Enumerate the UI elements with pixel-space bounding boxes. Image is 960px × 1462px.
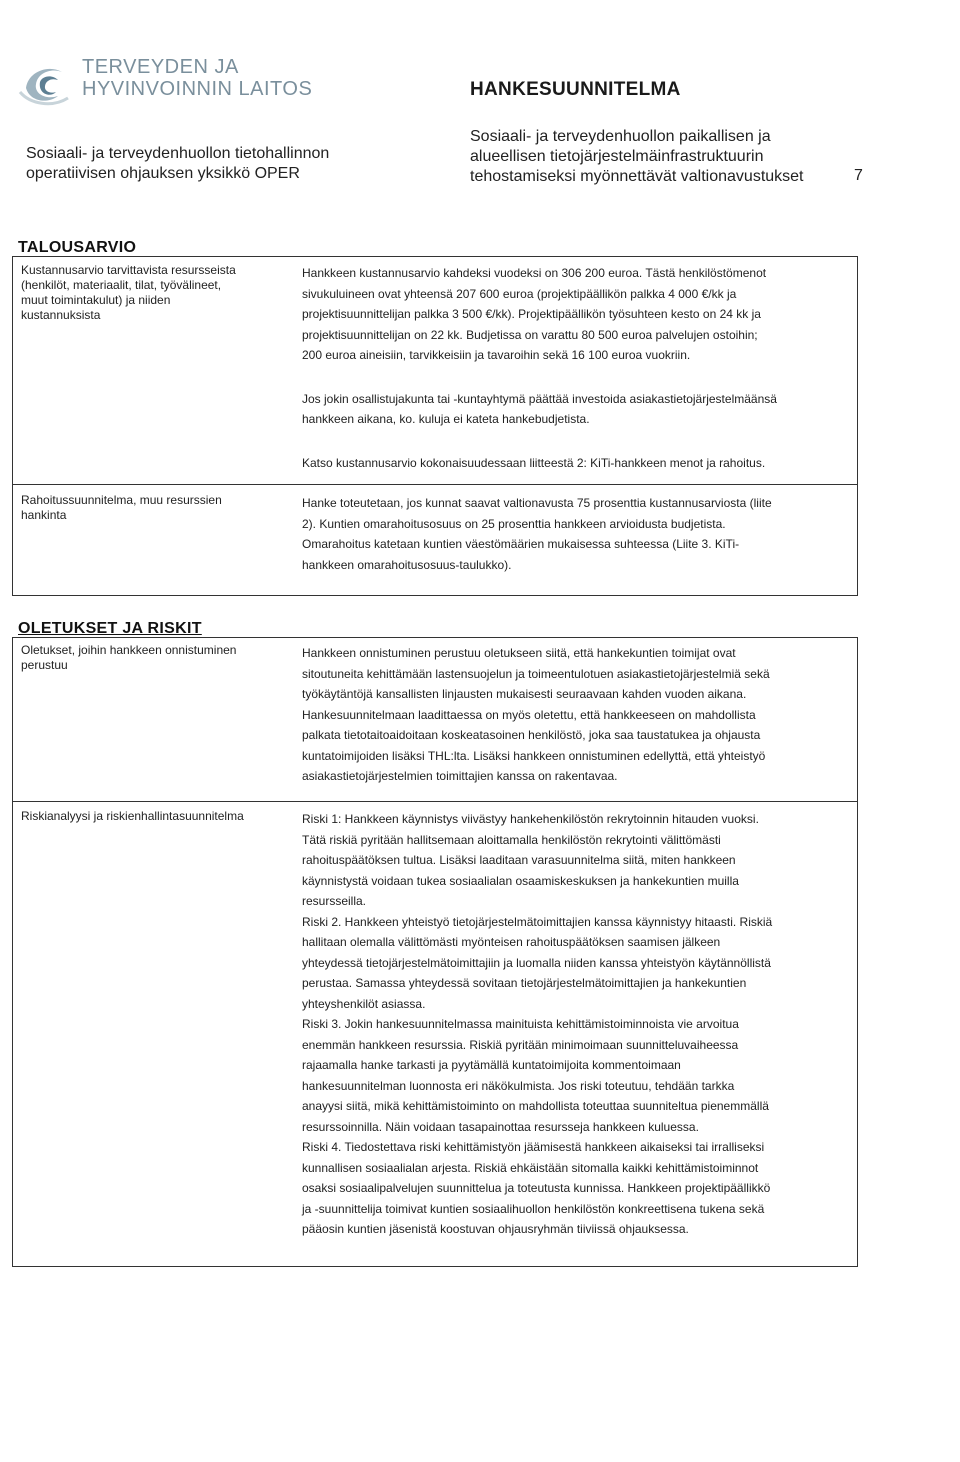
- funding-text-line: Omarahoitus katetaan kuntien väestömäärien mukaisessa suhteessa (Liite 3. KiTi-: [302, 537, 740, 551]
- funding-plan-text: [302, 493, 772, 575]
- assumptions-text-line: asiakastietojärjestelmien toimittajien kanssa on rakentavaa.: [302, 769, 618, 783]
- risk-text-line: rahoituspäätöksen tultua. Lisäksi laaditaan varasuunnitelma siitä, miten hankkeen: [302, 853, 736, 867]
- budget-table-divider: [13, 484, 857, 485]
- risk-text-line: käynnistystä voidaan tukea sosiaalialan osaamiskeskuksen ja hankekuntien muilla: [302, 873, 739, 888]
- cost-label-line-1: Kustannusarvio tarvittavista resursseista: [21, 263, 236, 277]
- risk-text-line: hallitaan olemalla välittömästi myönteisen rahoituspäätöksen saamisen jälkeen: [302, 935, 721, 949]
- cost-text-line: projektisuunnittelijan on 22 kk. Budjetissa on varattu 80 500 euroa palvelujen ostoihin;: [302, 327, 758, 342]
- cost-estimate-label: [21, 263, 236, 323]
- risk-text-line: yhteydessä tietojärjestelmätoimittajiin ja luomalla niiden kanssa yhteistyön käytännöllistä: [302, 955, 771, 970]
- thl-logo: [18, 56, 328, 116]
- section-heading-talousarvio: TALOUSARVIO: [18, 239, 137, 256]
- logo-line-2: HYVINVOINNIN LAITOS: [82, 78, 313, 100]
- funding-text-line: 2). Kuntien omarahoitusosuus on 25 prosenttia hankkeen arvioidusta budjetista.: [302, 516, 726, 531]
- risk-text-line: perustaa. Samassa yhteydessä sovitaan tietojärjestelmätoimittajien ja hankekuntien: [302, 976, 747, 990]
- risk-text-line: Riski 4. Tiedostettava riski kehittämistyön jäämisestä hankkeen aikaiseksi tai irralliseksi: [302, 1140, 765, 1154]
- risk-analysis-text: [302, 809, 772, 1240]
- cost-estimate-text: [302, 263, 777, 473]
- risk-text-line: Riski 3. Jokin hankesuunnitelmassa mainituista kehittämistoiminnoista vie arvoitua: [302, 1017, 739, 1031]
- cost-text-line: Hankkeen kustannusarvio kahdeksi vuodeksi on 306 200 euroa. Tästä henkilöstömenot: [302, 266, 767, 280]
- assumptions-text-line: Hankesuunnitelmaan laadittaessa on myös oletettu, että hankkeeseen on mahdollista: [302, 707, 756, 722]
- assumptions-text-line: Hankkeen onnistuminen perustuu oletukseen siitä, että hankekuntien toimijat ovat: [302, 646, 736, 660]
- funding-plan-label: [21, 493, 222, 523]
- cost-text-line: 200 euroa aineisiin, tarvikkeisiin ja tavaroihin sekä 16 100 euroa vuokriin.: [302, 348, 691, 362]
- cost-label-line-2: (henkilöt, materiaalit, tilat, työvälineet,: [21, 278, 222, 292]
- cost-text-line: Jos jokin osallistujakunta tai -kuntayhtymä päättää investoida asiakastietojärjestelmäänsä: [302, 391, 777, 406]
- cost-text-line: Katso kustannusarvio kokonaisuudessaan liitteestä 2: KiTi-hankkeen menot ja rahoitus.: [302, 455, 766, 470]
- document-subtitle: [470, 127, 840, 187]
- risk-text-line: anayysi siitä, mikä kehittämistoiminto on mahdollista toteuttaa suunniteltua pienemmällä: [302, 1099, 769, 1113]
- subtitle-line-3: tehostamiseksi myönnettävät valtionavustukset: [470, 168, 804, 185]
- assumptions-text-line: työkäytäntöjä kansallisten linjausten mukaisesti seuraavaan kahden vuoden aikana.: [302, 687, 747, 701]
- thl-logo-icon: [18, 58, 82, 110]
- risk-analysis-label: Riskianalyysi ja riskienhallintasuunnitelma: [21, 809, 244, 823]
- risk-text-line: yhteyshenkilöt asiassa.: [302, 996, 426, 1011]
- cost-text-line: hankkeen aikana, ko. kuluja ei kateta hankebudjetista.: [302, 412, 590, 426]
- funding-label-line-1: Rahoitussuunnitelma, muu resurssien: [21, 493, 222, 507]
- org-line-1: Sosiaali- ja terveydenhuollon tietohallinnon: [26, 145, 330, 162]
- risk-text-line: enemmän hankkeen resurssia. Riskiä pyritään minimoimaan suunnitteluvaiheessa: [302, 1037, 739, 1052]
- org-line-2: operatiivisen ohjauksen yksikkö OPER: [26, 165, 300, 182]
- risk-text-line: pääosin kuntien jäsenistä koostuvan ohjausryhmän tiiviissä ohjauksessa.: [302, 1222, 689, 1236]
- risk-text-line: Tätä riskiä pyritään hallitsemaan aloittamalla henkilöstön rekrytointi välittömästi: [302, 832, 721, 847]
- assumptions-text: [302, 643, 770, 787]
- subtitle-line-1: Sosiaali- ja terveydenhuollon paikallisen ja: [470, 128, 771, 145]
- risk-table: [12, 637, 858, 1267]
- assumptions-label-line-1: Oletukset, joihin hankkeen onnistuminen: [21, 643, 237, 657]
- cost-text-line: projektisuunnittelijan palkka 3 500 €/kk). Projektipäällikön työsuhteen kesto on 24 kk ja: [302, 307, 761, 321]
- risk-text-line: ja -suunnittelija toimivat kuntien sosiaalihuollon henkilöstön konkreettisena tukena sekä: [302, 1201, 765, 1216]
- risk-text-line: rajaamalla hanke tarkasti ja pyytämällä kuntatoimijoita kommentoimaan: [302, 1058, 681, 1072]
- risk-text-line: Riski 1: Hankkeen käynnistys viivästyy hankehenkilöstön rekrytoinnin hitauden vuoksi.: [302, 812, 759, 826]
- risk-table-divider: [13, 801, 857, 802]
- page-number: 7: [854, 167, 863, 184]
- funding-text-line: Hanke toteutetaan, jos kunnat saavat valtionavusta 75 prosenttia kustannusarviosta (liite: [302, 496, 772, 510]
- logo-wordmark: [82, 56, 312, 100]
- risk-text-line: resursseilla.: [302, 894, 367, 908]
- assumptions-text-line: sitoutuneita kehittämään lastensuojelun ja toimeentulotuen asiakastietojärjestelmiä sekä: [302, 666, 770, 681]
- risk-text-line: hankesuunnitelman luonnosta eri näkökulmista. Jos riski toteutuu, tehdään tarkka: [302, 1078, 735, 1093]
- document-title: HANKESUUNNITELMA: [470, 79, 681, 100]
- assumptions-label: [21, 643, 236, 673]
- risk-text-line: osaksi sosiaalipalvelujen suunnittelua ja toteutusta kunnissa. Hankkeen projektipäällikkö: [302, 1181, 771, 1195]
- cost-text-line: sivukuluineen ovat yhteensä 207 600 euroa (projektipäällikön palkka 4 000 €/kk ja: [302, 286, 737, 301]
- risk-text-line: resurssoinnilla. Näin voidaan tasapainottaa resursseja hankkeen kuluessa.: [302, 1119, 699, 1134]
- subtitle-line-2: alueellisen tietojärjestelmäinfrastruktuurin: [470, 148, 764, 165]
- funding-label-line-2: hankinta: [21, 508, 67, 522]
- assumptions-text-line: palkata tietotaitoaidoitaan koskeatasoinen henkilöstö, joka saa taustatukea ja ohjausta: [302, 728, 761, 742]
- section-heading-oletukset: OLETUKSET JA RISKIT: [18, 620, 202, 637]
- risk-text-line: kunnallisen sosiaalialan arjesta. Riskiä ehkäistään sitomalla kaikki kehittämistoiminnot: [302, 1160, 759, 1175]
- assumptions-label-line-2: perustuu: [21, 658, 68, 672]
- organization-unit: [26, 144, 366, 184]
- cost-label-line-4: kustannuksista: [21, 308, 101, 322]
- logo-line-1: TERVEYDEN JA: [82, 56, 239, 78]
- cost-label-line-3: muut toimintakulut) ja niiden: [21, 293, 171, 307]
- assumptions-text-line: kuntatoimijoiden lisäksi THL:lta. Lisäksi hankkeen onnistuminen edellyttä, että yhteistyö: [302, 748, 766, 763]
- funding-text-line: hankkeen omarahoitusosuus-taulukko).: [302, 557, 512, 572]
- budget-table: [12, 256, 858, 596]
- risk-text-line: Riski 2. Hankkeen yhteistyö tietojärjestelmätoimittajien kanssa käynnistyy hitaasti. Riskiä: [302, 914, 773, 929]
